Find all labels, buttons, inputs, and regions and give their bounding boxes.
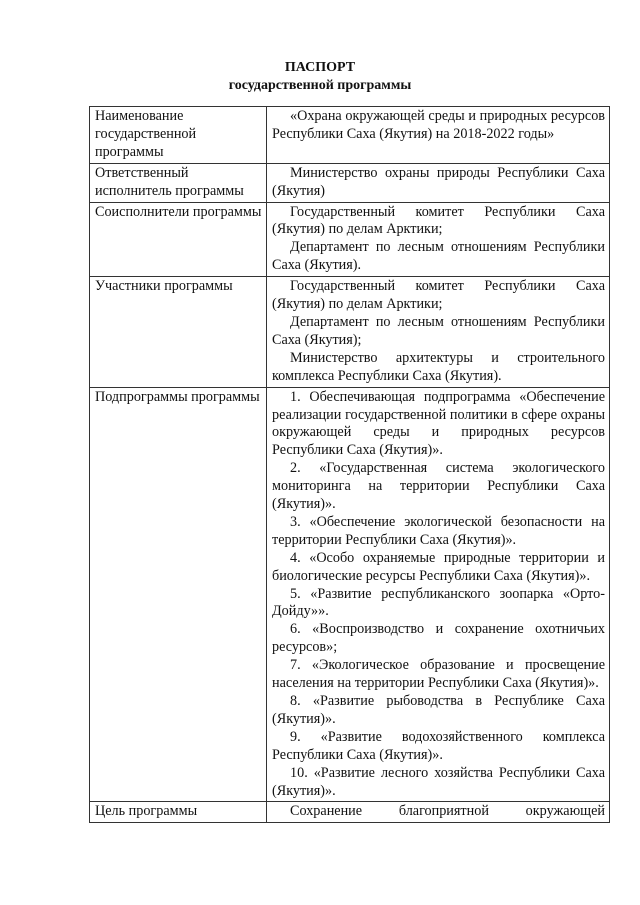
content-paragraph: 2. «Государственная система экологического мониторинга на территории Республики Саха (Якутия)». <box>272 460 605 513</box>
content-paragraph: 5. «Развитие республиканского зоопарка «Орто-Дойду»». <box>272 585 605 620</box>
row-label: Наименование государственной программы <box>90 107 267 164</box>
content-paragraph: 9. «Развитие водохозяйственного комплекса Республики Саха (Якутия)». <box>272 728 605 763</box>
content-paragraph: Государственный комитет Республики Саха (Якутия) по делам Арктики; <box>272 278 605 313</box>
row-content <box>267 277 610 387</box>
row-label: Участники программы <box>90 277 267 387</box>
content-paragraph: 4. «Особо охраняемые природные территории и биологические ресурсы Республики Саха (Якутия)». <box>272 549 605 584</box>
row-label: Подпрограммы программы <box>90 387 267 802</box>
row-content <box>267 163 610 202</box>
content-paragraph: 3. «Обеспечение экологической безопасности на территории Республики Саха (Якутия)». <box>272 513 605 548</box>
content-paragraph: Государственный комитет Республики Саха (Якутия) по делам Арктики; <box>272 203 605 238</box>
row-label: Цель программы <box>90 802 267 823</box>
row-content <box>267 107 610 164</box>
content-paragraph: Сохранение благоприятной окружающей <box>290 803 605 820</box>
table-row <box>90 163 610 202</box>
content-paragraph: 8. «Развитие рыбоводства в Республике Саха (Якутия)». <box>272 693 605 727</box>
content-paragraph: Департамент по лесным отношениям Республики Саха (Якутия). <box>272 239 605 274</box>
row-content <box>267 802 610 823</box>
row-label: Соисполнители программы <box>90 202 267 277</box>
content-paragraph: Департамент по лесным отношениям Республики Саха (Якутия); <box>272 313 605 348</box>
content-paragraph: «Охрана окружающей среды и природных ресурсов Республики Саха (Якутия) на 2018-2022 годы» <box>272 108 605 142</box>
page-bottom-margin <box>0 836 640 905</box>
table-row <box>90 387 610 802</box>
content-paragraph: 10. «Развитие лесного хозяйства Республики Саха (Якутия)». <box>272 764 605 799</box>
row-content <box>267 202 610 277</box>
table-row <box>90 802 610 823</box>
title-line-1: ПАСПОРТ <box>284 60 356 75</box>
document-title <box>0 59 640 95</box>
content-paragraph: Министерство архитектуры и строительного комплекса Республики Саха (Якутия). <box>272 349 605 384</box>
content-paragraph: Министерство охраны природы Республики Саха (Якутия) <box>272 164 605 199</box>
title-line-2: государственной программы <box>228 78 412 93</box>
table-row <box>90 107 610 164</box>
table-row <box>90 277 610 387</box>
row-label: Ответственный исполнитель программы <box>90 163 267 202</box>
content-paragraph: 7. «Экологическое образование и просвещение населения на территории Республики Саха (Якутия)». <box>272 657 605 692</box>
passport-table <box>89 106 610 823</box>
content-paragraph: 6. «Воспроизводство и сохранение охотничьих ресурсов»; <box>272 621 605 656</box>
row-content <box>267 387 610 802</box>
table-row <box>90 202 610 277</box>
content-paragraph: 1. Обеспечивающая подпрограмма «Обеспечение реализации государственной политики в сфере охраны окружающей среды и природных ресурсов Республики Саха (Якутия)». <box>272 388 605 459</box>
